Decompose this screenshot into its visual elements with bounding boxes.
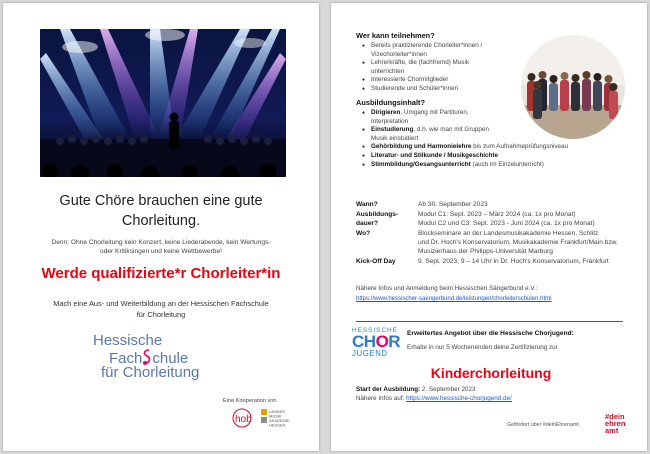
chor-logo-line-1: HESSISCHE [352,327,398,334]
content-item-bold: Einstudierung [371,126,414,134]
red-title: Werde qualifizierte*r Chorleiter*in [41,265,281,282]
wo-label: Wo? [356,230,371,237]
ehren-line-2: ehren [605,419,626,428]
logo-line-1: Hessische [93,332,163,349]
hessische-chorjugend-logo [352,327,402,363]
flyer-page-right [331,3,647,451]
chor-logo-line-2 [352,334,402,350]
music-note-s-icon [142,349,152,363]
kinderchorleitung-title: Kinderchorleitung [430,365,552,381]
ehren-line-1: #dein [605,412,625,421]
headline-line-2: Chorleitung. [121,213,201,229]
body-line-1: Mach eine Aus- und Weiterbildung an der Hessischen Fachschule [53,299,269,308]
content-item-rest: , Umgang mit Partituren, [400,109,469,116]
ehren-line-3: amt [605,426,619,435]
who-item: Vizechorleiter*innen [371,50,427,58]
content-list [371,109,641,169]
start-line [356,386,636,395]
more-info-text: Nähere Infos und Anmeldung beim Hessischen Sängerbund e.V.: [356,285,538,292]
body-line-2: für Chorleitung [136,310,186,319]
content-item-bold: Dirigieren [371,109,401,116]
content-title: Ausbildungsinhalt? [356,98,425,107]
content-item [371,161,641,170]
content-item-rest: , d.h. wie man mit Gruppen [413,126,489,134]
hob-logo [231,407,259,429]
who-item: ● Bereits praktizierende Chorleiter*innen / [371,42,521,51]
chor-logo-r: R [388,332,401,351]
chor-logo-o: O [375,332,389,351]
lma-text-4: HESSEN [269,422,286,428]
dauer-value-2: Modul C2 und C3: Sept. 2023 - Juni 2024 (ca. 1x pro Monat) [418,220,595,227]
kickoff-value: 9. Sept. 2023, 9 – 14 Uhr in Dr. Hoch's Konservatorium, Frankfurt [418,258,609,265]
subtext-line-2: oder Kritiksingen und keine Wettbewerbe! [100,248,222,255]
flyer-page-left [3,3,319,451]
kc-info-text: Nähere Infos auf: [356,395,407,402]
content-item-rest: (auch im Einzelunterricht) [470,160,544,168]
extended-offer-title: Erweitertes Angebot über die Hessische Chorjugend: [407,330,574,337]
section-divider [356,321,623,322]
cooperation-label: Eine Kooperation von [223,398,277,404]
logo-line-3: für Chorleitung [101,364,200,381]
dauer-value-1: Modul C1: Sept. 2023 – März 2024 (ca. 1x pro Monat) [418,211,576,218]
funding-note: Gefördert über #deinEhrenamt [507,422,579,428]
dauer-label-1: Ausbildungs- [356,211,399,218]
dein-ehrenamt-logo [605,413,625,434]
content-item [371,118,641,127]
lma-text-2: MUSIK [269,413,282,419]
chor-logo-line-3: JUGEND [352,349,388,358]
who-item: ● Lehrerkräfte, die (fachfremd) Musik [371,59,521,68]
kc-info-line [356,395,636,404]
extended-offer-text: Erhalte in nur 5 Wochenenden deine Zertifizierung zur [407,344,558,351]
wo-value-3: Musizierhaus der Philipps-Universität Marburg [418,248,553,255]
who-item: ● Studierende und Schüler*innen [371,85,521,94]
content-item [371,109,641,118]
headline-line-1: Gute Chöre brauchen eine gute [59,193,263,209]
who-title: Wer kann teilnehmen? [356,31,435,40]
chor-logo-ch: CH [352,332,376,351]
chorjugend-link[interactable]: https://www.hessische-chorjugend.de/ [406,395,512,402]
logo-line-2b: chule [152,350,189,367]
lma-text-3: AKADEMIE [269,418,290,423]
landesmusikakademie-logo [261,407,301,429]
content-item-bold: Literatur- und Stilkunde / Musikgeschichte [371,151,499,159]
content-item-rest: Musik einstudiert [371,134,419,142]
kickoff-label: Kick-Off Day [356,258,396,265]
content-item-rest: bis zum Aufnahmeprüfungsniveau [471,143,569,151]
subtext-line-1: Denn: Ohne Chorleitung kein Konzert, keine Liederabende, kein Wertungs- [51,239,271,246]
concert-stage-photo [40,29,286,177]
content-item-bold: Gehörbildung und Harmonielehre [371,143,472,151]
content-item-bold: Stimmbildung/Gesangsunterricht [371,160,471,168]
content-item-rest: Interpretation [371,117,409,125]
who-item: ● Interessierte Chormitglieder [371,76,521,85]
lma-text-1: LANDES [269,409,286,414]
dauer-label-2: dauer? [356,220,378,227]
wann-label: Wann? [356,201,378,208]
hob-logo-text: hob [235,414,252,425]
who-item: unterrichten [371,67,405,75]
start-label: Start der Ausbildung: [356,386,421,393]
logo-line-2a: Fach [109,350,143,367]
content-item [371,126,641,135]
fachschule-logo [89,329,239,389]
who-list [371,42,521,94]
content-item [371,152,641,161]
saengerbund-link[interactable]: https://www.hessischer-saengerbund.de/leistungen/chorleiterschulen.html [356,296,552,302]
wann-value: Ab 30. September 2023 [418,201,488,208]
content-item [371,143,641,152]
start-value: 2. September 2023 [420,386,476,393]
content-item [371,135,641,144]
wo-value-1: Blockseminare an der Landesmusikakademie Hessen, Schlitz [418,230,599,237]
wo-value-2: und Dr. Hoch's Konservatorium, Musikakademie Frankfurt/Main bzw. [418,239,618,246]
